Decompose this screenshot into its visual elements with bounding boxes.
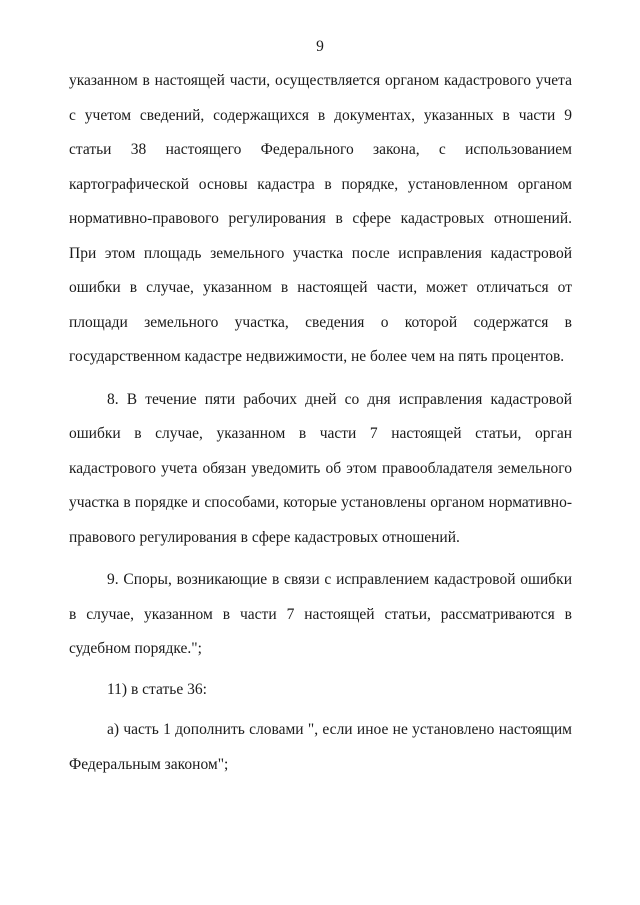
paragraph-article-36: 11) в статье 36: — [107, 680, 207, 698]
paragraph-item-8: 8. В течение пяти рабочих дней со дня исправления кадастровой ошибки в случае, указанном в части 7 настоящей статьи, орган кадастрового учета обязан уведомить об этом правообладателя земельного участка в порядке и способами, которые установлены органом нормативно-правового регулирования в сфере кадастровых отношений. — [69, 390, 572, 546]
page-number: 9 — [316, 38, 324, 55]
paragraph-item-9: 9. Споры, возникающие в связи с исправлением кадастровой ошибки в случае, указанном в части 7 настоящей статьи, рассматриваются в судебном порядке."; — [69, 571, 572, 657]
document-body — [69, 64, 572, 782]
paragraph-continuation: указанном в настоящей части, осуществляется органом кадастрового учета с учетом сведений, содержащихся в документах, указанных в части 9 статьи 38 настоящего Федерального закона, с использованием картографической основы кадастра в порядке, установленном органом нормативно-правового регулирования в сфере кадастровых отношений. При этом площадь земельного участка после исправления кадастровой ошибки в случае, указанном в настоящей части, может отличаться от площади земельного участка, сведения о которой содержатся в государственном кадастре недвижимости, не более чем на пять процентов. — [69, 72, 572, 365]
paragraph-subitem-a: а) часть 1 дополнить словами ", если иное не установлено настоящим Федеральным законом"; — [69, 721, 572, 773]
